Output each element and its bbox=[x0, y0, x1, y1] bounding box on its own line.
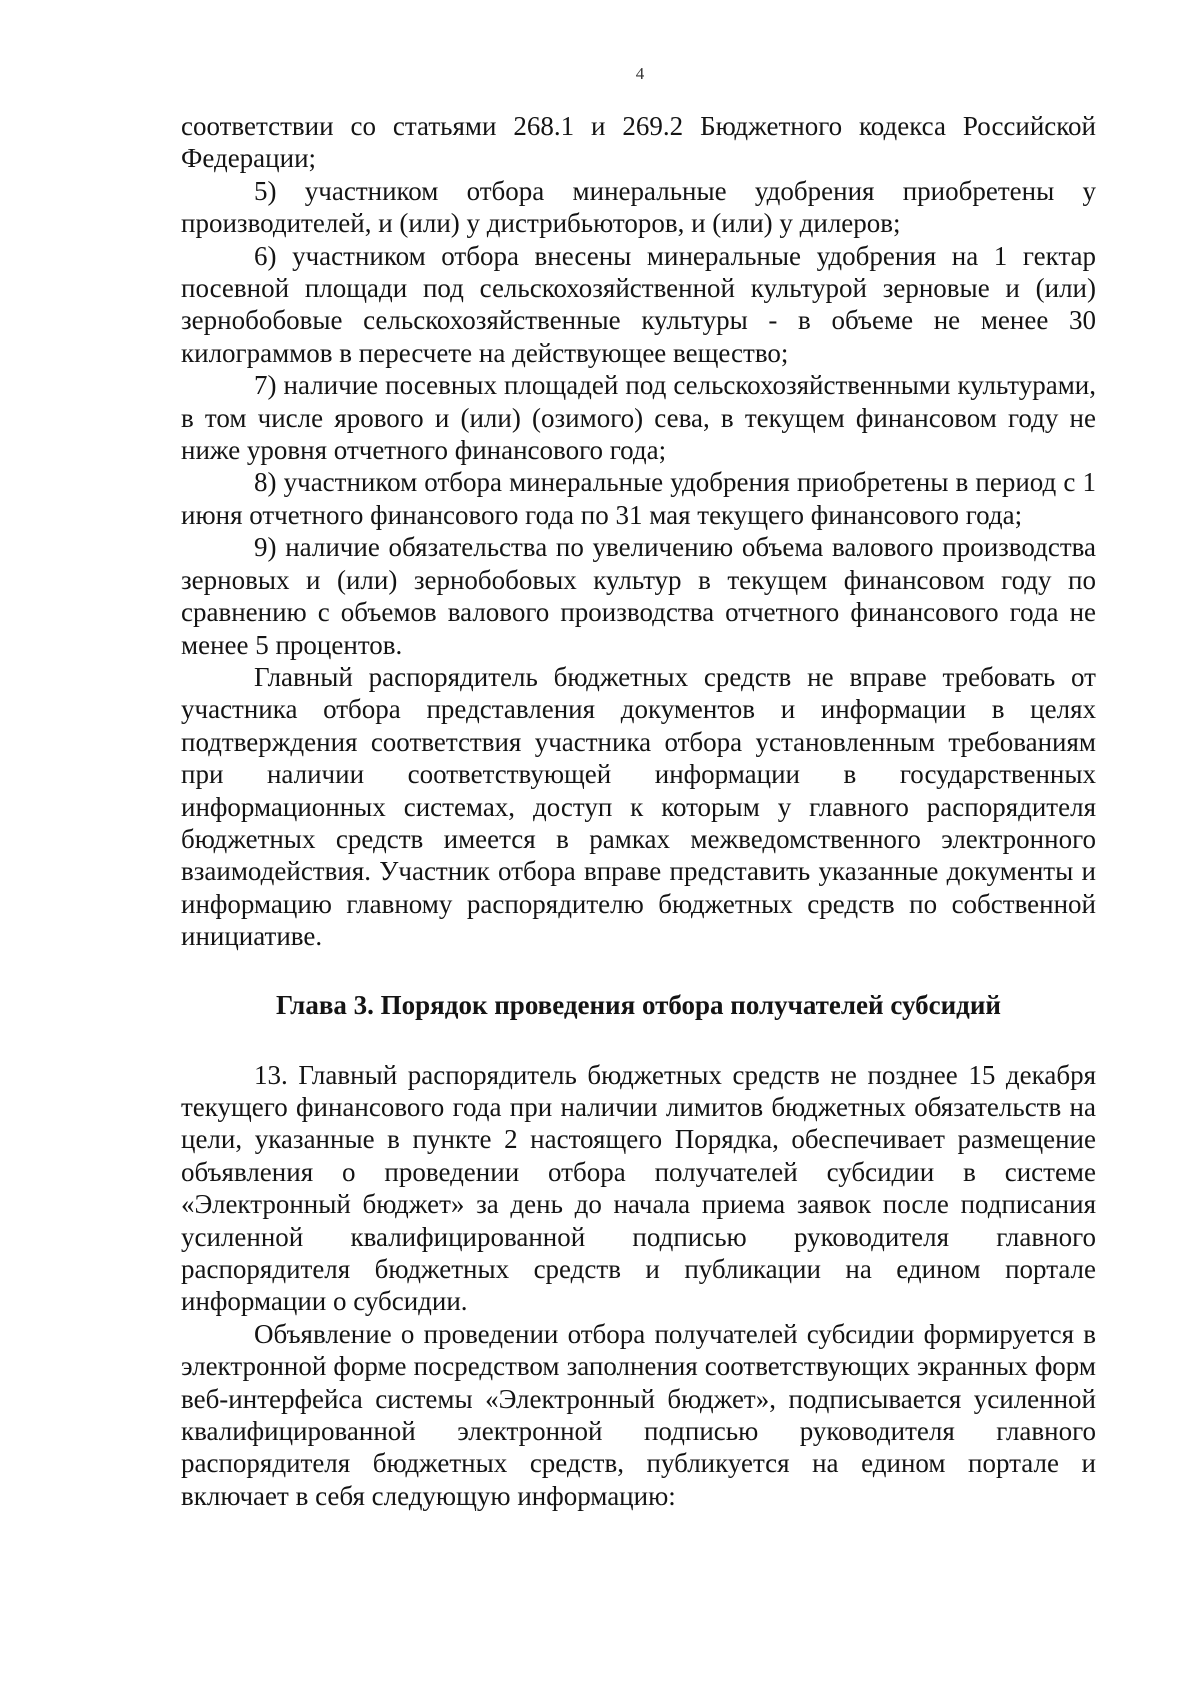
paragraph-item-13: 13. Главный распорядитель бюджетных средств не позднее 15 декабря текущего финансового года при наличии лимитов бюджетных обязательств на цели, указанные в пункте 2 настоящего Порядка, обеспечивает размещение объявления о проведении отбора получателей субсидии в системе «Электронный бюджет» за день до начала приема заявок после подписания усиленной квалифицированной подписью руководителя главного распорядителя бюджетных средств и публикации на едином портале информации о субсидии. bbox=[181, 1059, 1096, 1317]
paragraph-item-8: 8) участником отбора минеральные удобрения приобретены в период с 1 июня отчетного финансового года по 31 мая текущего финансового года; bbox=[181, 467, 1096, 530]
page-number: 4 bbox=[635, 64, 645, 83]
paragraph-main-administrator-rule: Главный распорядитель бюджетных средств не вправе требовать от участника отбора представления документов и информации в целях подтверждения соответствия участника отбора установленным требованиям при наличии соответствующей информации в государственных информационных системах, доступ к которым у главного распорядителя бюджетных средств имеется в рамках межведомственного электронного взаимодействия. Участник отбора вправе представить указанные документы и информацию главному распорядителю бюджетных средств по собственной инициативе. bbox=[181, 661, 1096, 952]
paragraph-item-5: 5) участником отбора минеральные удобрения приобретены у производителей, и (или) у дистрибьюторов, и (или) у дилеров; bbox=[181, 175, 1096, 239]
paragraph-continuation: соответствии со статьями 268.1 и 269.2 Бюджетного кодекса Российской Федерации; bbox=[181, 111, 1096, 174]
paragraph-item-6: 6) участником отбора внесены минеральные удобрения на 1 гектар посевной площади под сельскохозяйственной культурой зерновые и (или) зернобобовые сельскохозяйственные культуры - в объеме не менее 30 килограммов в пересчете на действующее вещество; bbox=[181, 240, 1096, 368]
chapter-heading: Глава 3. Порядок проведения отбора получателей субсидий bbox=[276, 989, 1001, 1020]
document-body bbox=[181, 110, 1096, 1512]
paragraph-announcement: Объявление о проведении отбора получателей субсидии формируется в электронной форме посредством заполнения соответствующих экранных форм веб-интерфейса системы «Электронный бюджет», подписывается усиленной квалифицированной электронной подписью руководителя главного распорядителя бюджетных средств, публикуется на едином портале и включает в себя следующую информацию: bbox=[181, 1318, 1096, 1511]
paragraph-item-9: 9) наличие обязательства по увеличению объема валового производства зерновых и (или) зернобобовых культур в текущем финансовом году по сравнению с объемов валового производства отчетного финансового года не менее 5 процентов. bbox=[181, 532, 1096, 660]
paragraph-item-7: 7) наличие посевных площадей под сельскохозяйственными культурами, в том числе ярового и (или) (озимого) сева, в текущем финансовом году не ниже уровня отчетного финансового года; bbox=[181, 370, 1096, 466]
